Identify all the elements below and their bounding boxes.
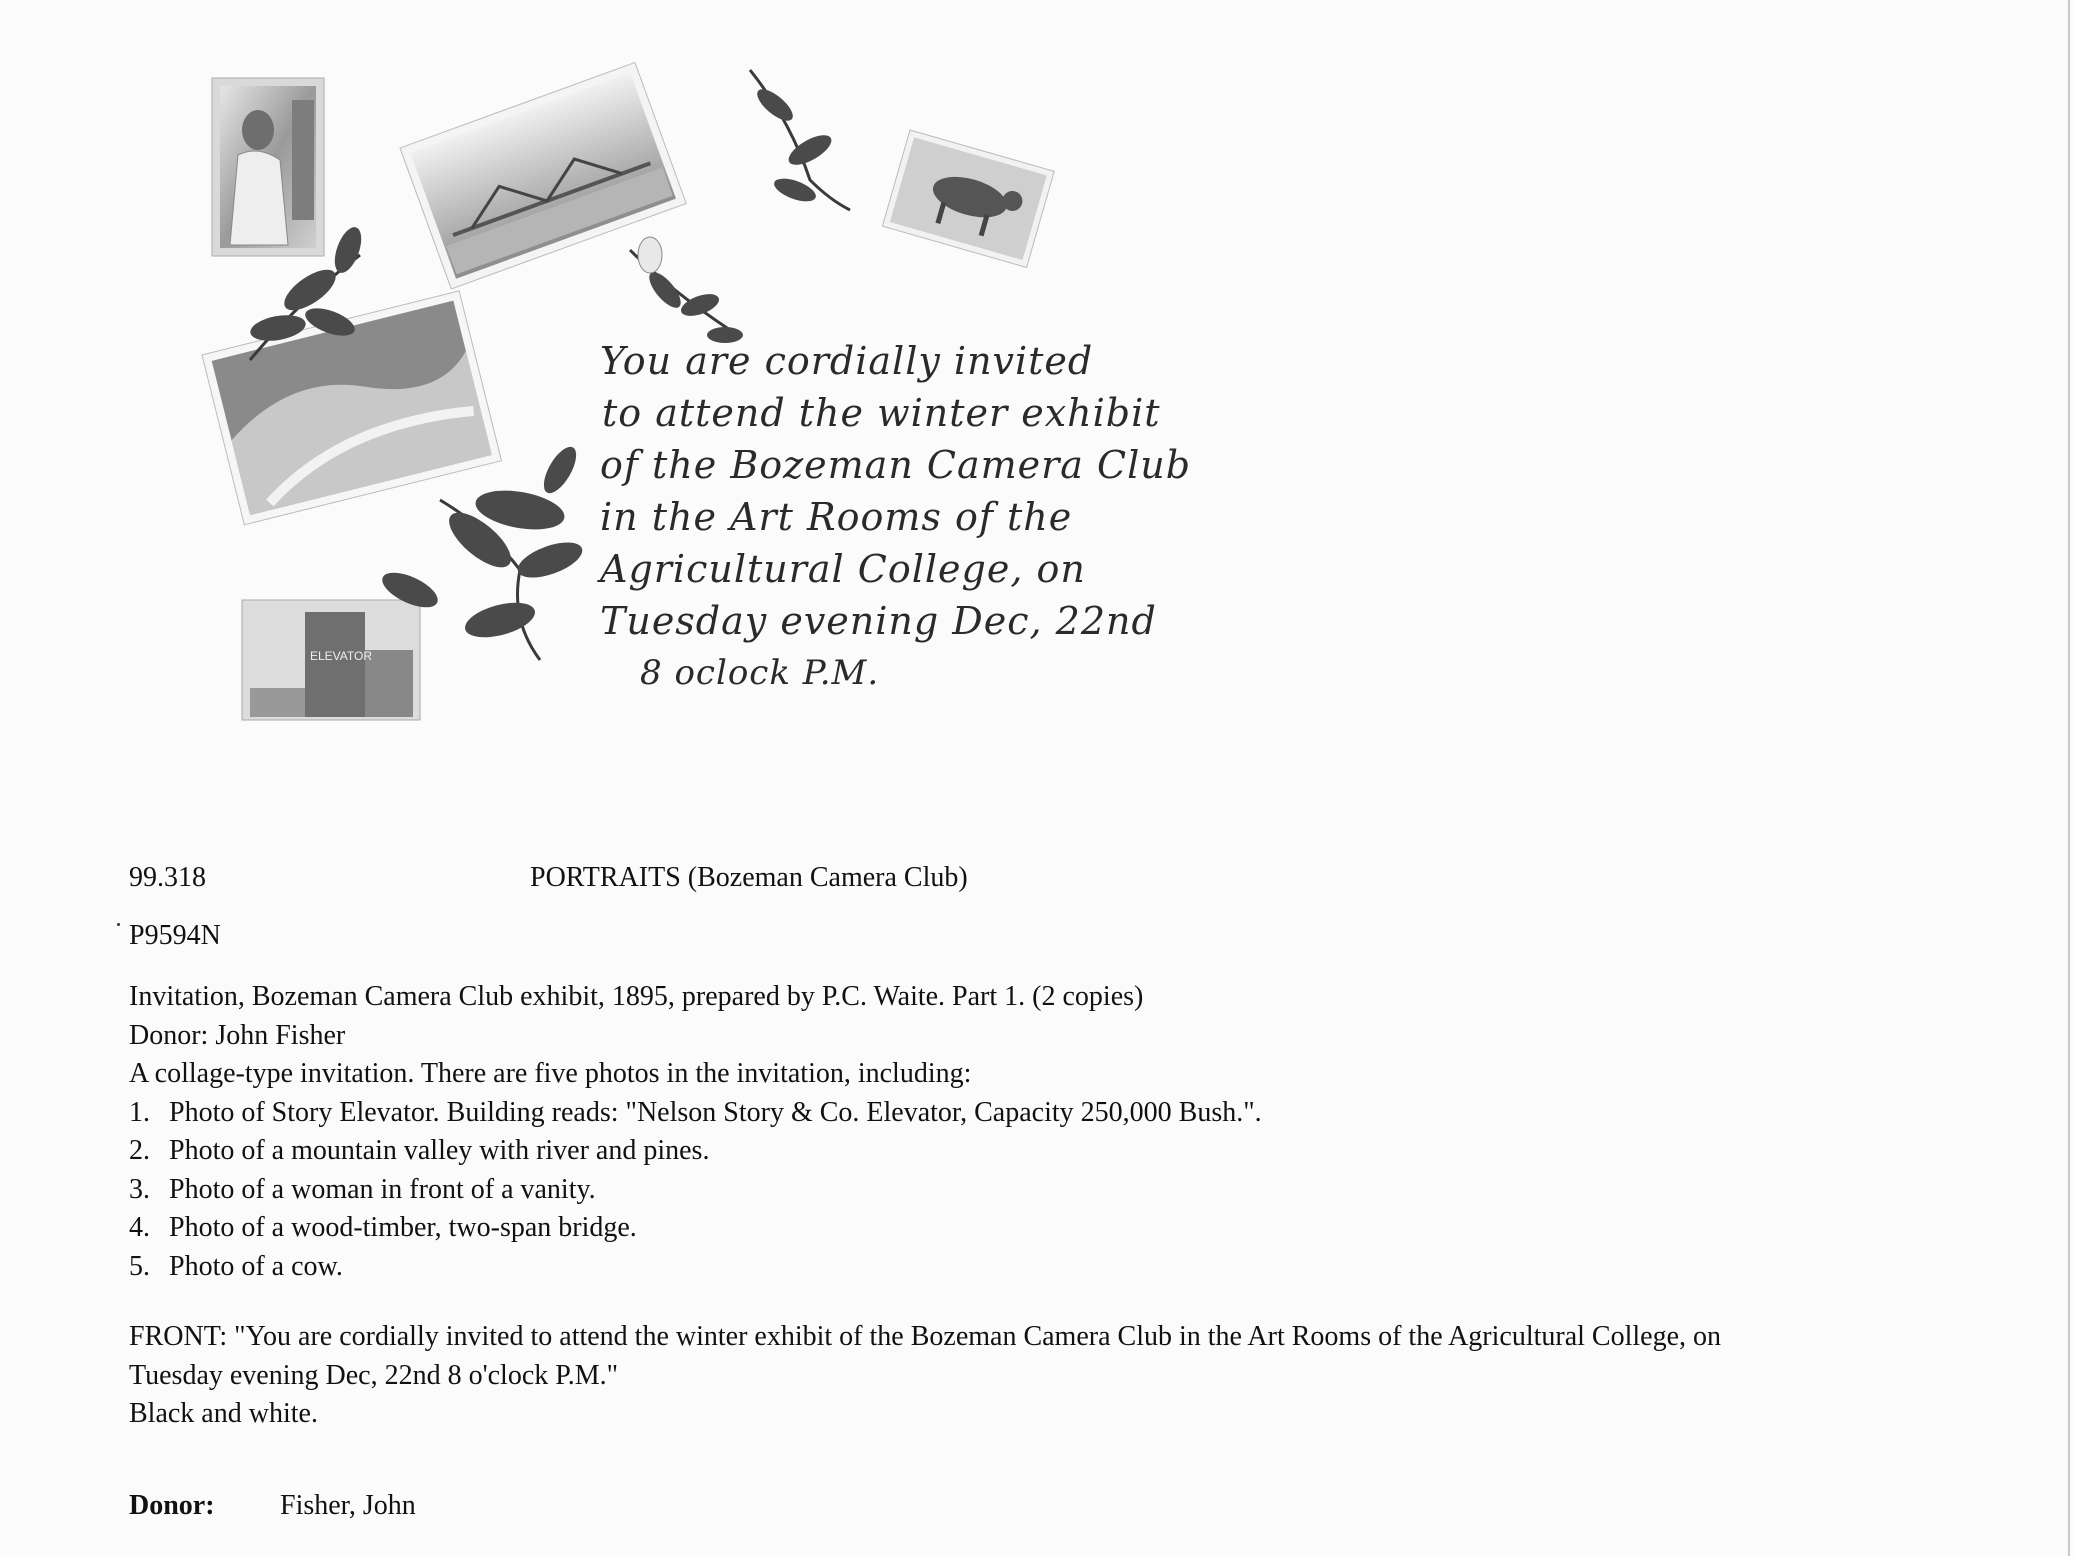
negative-number: P9594N xyxy=(129,920,221,951)
title-line: Invitation, Bozeman Camera Club exhibit, 1895, prepared by P.C. Waite. Part 1. (2 copies) xyxy=(129,981,1144,1012)
scan-mark xyxy=(117,923,120,926)
invitation-line: 8 oclock P.M. xyxy=(640,653,880,693)
accession-number: 99.318 xyxy=(129,862,206,893)
category-heading: PORTRAITS (Bozeman Camera Club) xyxy=(530,862,968,893)
list-item: 3. Photo of a woman in front of a vanity. xyxy=(129,1173,596,1205)
page-edge-shadow xyxy=(2068,0,2070,1556)
invitation-line: Agricultural College, on xyxy=(600,547,1086,591)
intro-line: A collage-type invitation. There are five photos in the invitation, including: xyxy=(129,1058,972,1089)
list-item: 2. Photo of a mountain valley with river and pines. xyxy=(129,1135,710,1166)
donor-name: Fisher, John xyxy=(280,1490,416,1521)
front-line: FRONT: "You are cordially invited to attend the winter exhibit of the Bozeman Camera Club in the Art Rooms of the Agricultural College, on xyxy=(129,1321,1722,1352)
color-note: Black and white. xyxy=(129,1398,318,1429)
list-item: 1. Photo of Story Elevator. Building reads: "Nelson Story & Co. Elevator, Capacity 250,000 Bush.". xyxy=(129,1096,1262,1128)
photo-story-elevator xyxy=(242,600,420,720)
invitation-handwriting xyxy=(600,335,1192,699)
photo-woman-vanity xyxy=(212,78,324,256)
invitation-line: in the Art Rooms of the xyxy=(600,495,1073,539)
invitation-line: You are cordially invited xyxy=(600,339,1094,383)
list-item: 4. Photo of a wood-timber, two-span bridge. xyxy=(129,1212,637,1243)
list-item: 5. Photo of a cow. xyxy=(129,1250,343,1282)
svg-text:ELEVATOR: ELEVATOR xyxy=(310,649,373,663)
front-line: Tuesday evening Dec, 22nd 8 o'clock P.M." xyxy=(129,1359,619,1391)
donor-label: Donor: xyxy=(129,1490,215,1521)
photo-list xyxy=(129,1094,2009,1287)
front-transcription xyxy=(129,1318,1989,1434)
donor-field xyxy=(129,1490,416,1522)
record-description xyxy=(129,978,2009,1286)
invitation-line: to attend the winter exhibit xyxy=(602,391,1161,435)
donor-line: Donor: John Fisher xyxy=(129,1019,346,1051)
invitation-collage-image xyxy=(190,60,1192,740)
invitation-line: of the Bozeman Camera Club xyxy=(600,443,1192,487)
invitation-line: Tuesday evening Dec, 22nd xyxy=(600,599,1157,643)
photo-cow xyxy=(882,130,1054,267)
